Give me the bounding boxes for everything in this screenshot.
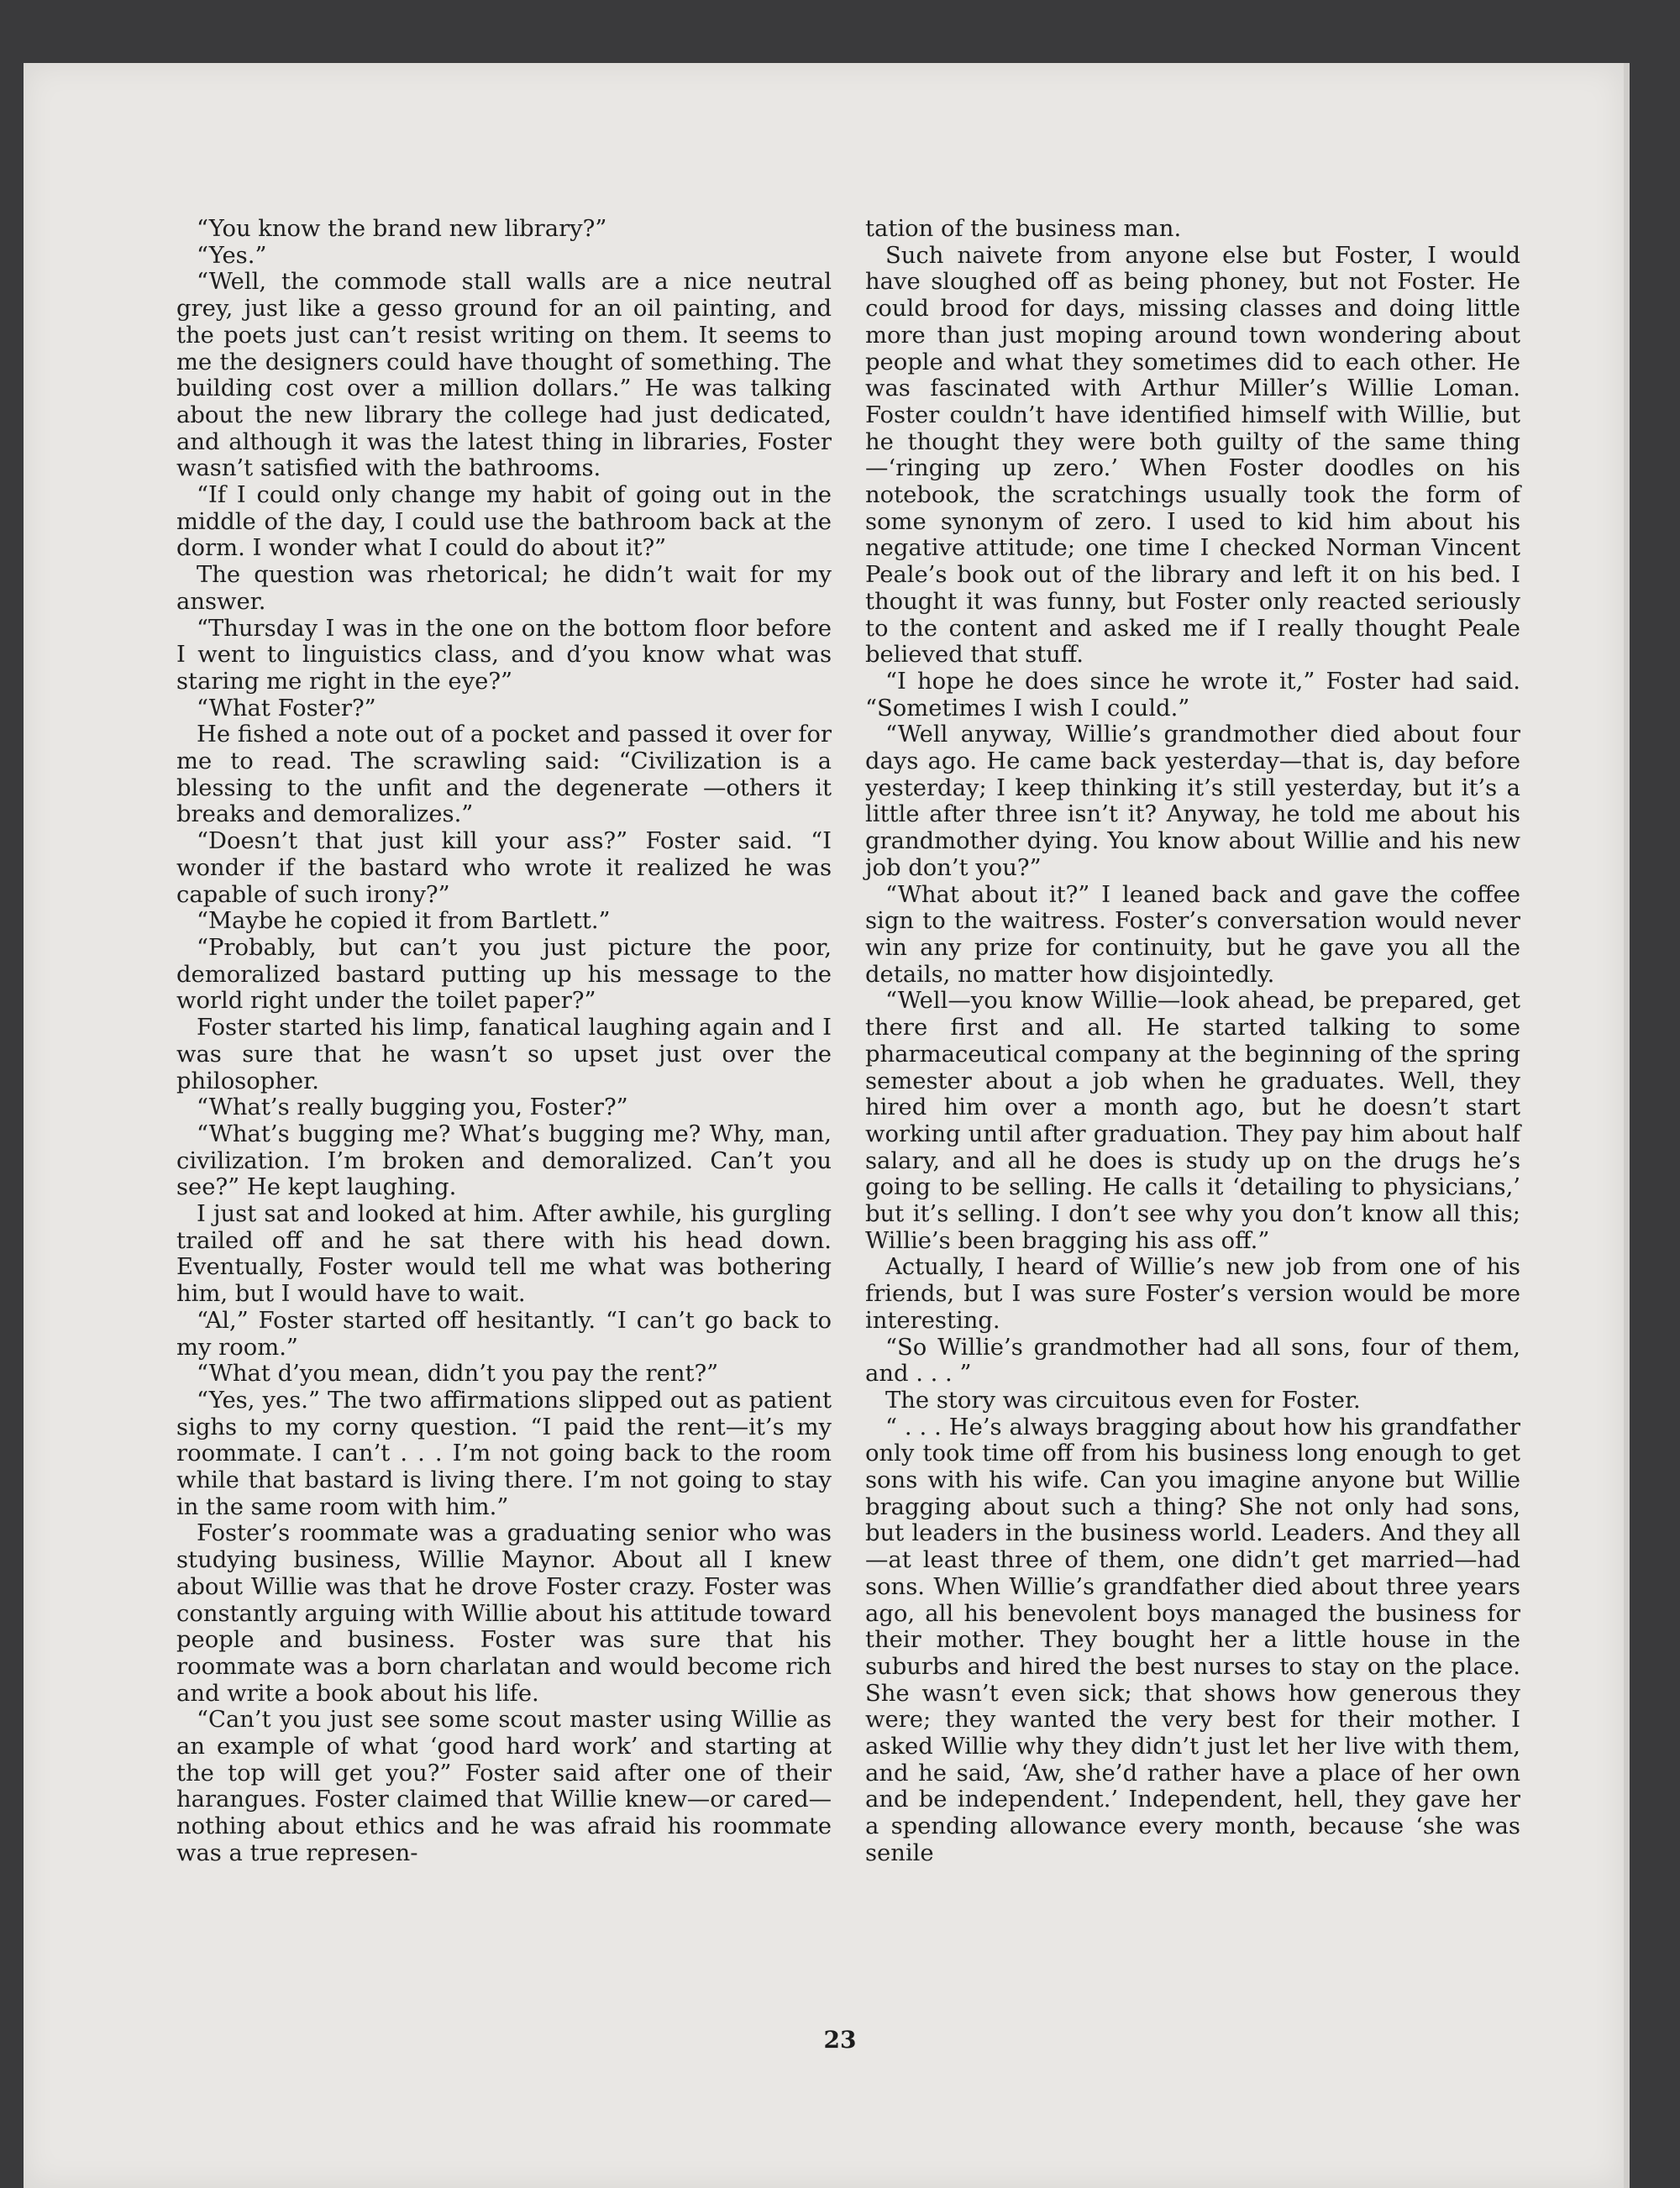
paragraph: “What’s bugging me? What’s bugging me? Why, man, civilization. I’m broken and demoralized. Can’t you see?” He kept laughing. [176,1120,832,1201]
paragraph: “Probably, but can’t you just picture the poor, demoralized bastard putting up his message to the world right under the toilet paper?” [176,934,832,1015]
paragraph: “ . . . He’s always bragging about how his grandfather only took time off from his business long enough to get sons with his wife. Can you imagine anyone but Willie bragging about such a thing? She not only had sons, but leaders in the business world. Leaders. And they all—at least three of them, one didn’t get married—had sons. When Willie’s grandfather died about three years ago, all his benevolent boys managed the business for their mother. They bought her a little house in the suburbs and hired the best nurses to stay on the place. She wasn’t even sick; that shows how generous they were; they wanted the very best for their mother. I asked Willie why they didn’t just let her live with them, and he said, ‘Aw, she’d rather have a place of her own and be independent.’ Independent, hell, they gave her a spending allowance every month, because ‘she was senile [865,1414,1520,1866]
paragraph: Actually, I heard of Willie’s new job from one of his friends, but I was sure Foster’s version would be more interesting. [865,1254,1520,1334]
page-edge [1624,63,1630,2188]
paragraph: Such naivete from anyone else but Foster, I would have sloughed off as being phoney, but not Foster. He could brood for days, missing classes and doing little more than just moping around town wondering about people and what they sometimes did to each other. He was fascinated with Arthur Miller’s Willie Loman. Foster couldn’t have identified himself with Willie, but he thought they were both guilty of the same thing—‘ringing up zero.’ When Foster doodles on his notebook, the scratchings usually took the form of some synonym of zero. I used to kid him about his negative attitude; one time I checked Norman Vincent Peale’s book out of the library and left it on his bed. I thought it was funny, but Foster only reacted seriously to the content and asked me if I really thought Peale believed that stuff. [865,242,1520,669]
paragraph: “Well, the commode stall walls are a nice neutral grey, just like a gesso ground for an oil painting, and the poets just can’t resist writing on them. It seems to me the designers could have thought of something. The building cost over a million dollars.” He was talking about the new library the college had just dedicated, and although it was the latest thing in libraries, Foster wasn’t satisfied with the bathrooms. [176,269,832,482]
paragraph: “What’s really bugging you, Foster?” [197,1094,628,1121]
paragraph: “So Willie’s grandmother had all sons, four of them, and . . . ” [865,1334,1520,1388]
paragraph: Foster started his limp, fanatical laughing again and I was sure that he wasn’t so upset just over the philosopher. [176,1015,832,1094]
paragraph: “Maybe he copied it from Bartlett.” [197,908,611,935]
paragraph: “Al,” Foster started off hesitantly. “I can’t go back to my room.” [176,1307,832,1361]
paragraph: “Yes, yes.” The two affirmations slipped out as patient sighs to my corny question. “I paid the rent—it’s my roommate. I can’t . . . I’m not going back to the room while that bastard is living there. I’m not going to stay in the same room with him.” [176,1387,832,1520]
paragraph: “What Foster?” [197,695,376,721]
paragraph: “Well—you know Willie—look ahead, be prepared, get there first and all. He started talking to some pharmaceutical company at the beginning of the spring semester about a job when he graduates. Well, they hired him over a month ago, but he doesn’t start working until after graduation. They pay him about half salary, and all he does is study up on the drugs he’s going to be selling. He calls it ‘detailing to physicians,’ but it’s selling. I don’t see why you don’t know all this; Willie’s been bragging his ass off.” [865,988,1520,1254]
page-number: 23 [823,2026,857,2054]
right-column [865,216,1520,1867]
paragraph: He fished a note out of a pocket and passed it over for me to read. The scrawling said: “Civilization is a blessing to the unfit and the degenerate —others it breaks and demoralizes.” [176,721,832,828]
paragraph-continuation: tation of the business man. [865,216,1182,242]
paragraph: “Well anyway, Willie’s grandmother died about four days ago. He came back yesterday—that is, day before yesterday; I keep thinking it’s still yesterday, but it’s a little after three isn’t it? Anyway, he told me about his grandmother dying. You know about Willie and his new job don’t you?” [865,721,1520,881]
paragraph: “You know the brand new library?” [197,216,607,242]
paragraph: “Doesn’t that just kill your ass?” Foster said. “I wonder if the bastard who wrote it realized he was capable of such irony?” [176,828,832,908]
paragraph: Foster’s roommate was a graduating senior who was studying business, Willie Maynor. About all I knew about Willie was that he drove Foster crazy. Foster was constantly arguing with Willie about his attitude toward people and business. Foster was sure that his roommate was a born charlatan and would become rich and write a book about his life. [176,1520,832,1707]
paragraph: “What d’you mean, didn’t you pay the rent?” [197,1361,719,1388]
left-column [176,216,832,1867]
paragraph: “If I could only change my habit of going out in the middle of the day, I could use the bathroom back at the dorm. I wonder what I could do about it?” [176,482,832,562]
paragraph: The question was rhetorical; he didn’t wait for my answer. [176,562,832,615]
paragraph: “Can’t you just see some scout master using Willie as an example of what ‘good hard work’ and starting at the top will get you?” Foster said after one of their harangues. Foster claimed that Willie knew—or cared—nothing about ethics and he was afraid his roommate was a true represen- [176,1707,832,1866]
paragraph: “Yes.” [197,242,267,269]
paragraph: “Thursday I was in the one on the bottom floor before I went to linguistics class, and d’you know what was staring me right in the eye?” [176,615,832,695]
paragraph: “What about it?” I leaned back and gave the coffee sign to the waitress. Foster’s conversation would never win any prize for continuity, but he gave you all the details, no matter how disjointedly. [865,881,1520,988]
paragraph: I just sat and looked at him. After awhile, his gurgling trailed off and he sat there with his head down. Eventually, Foster would tell me what was bothering him, but I would have to wait. [176,1201,832,1308]
paragraph: “I hope he does since he wrote it,” Foster had said. “Sometimes I wish I could.” [865,668,1520,721]
paragraph: The story was circuitous even for Foster. [885,1387,1361,1414]
